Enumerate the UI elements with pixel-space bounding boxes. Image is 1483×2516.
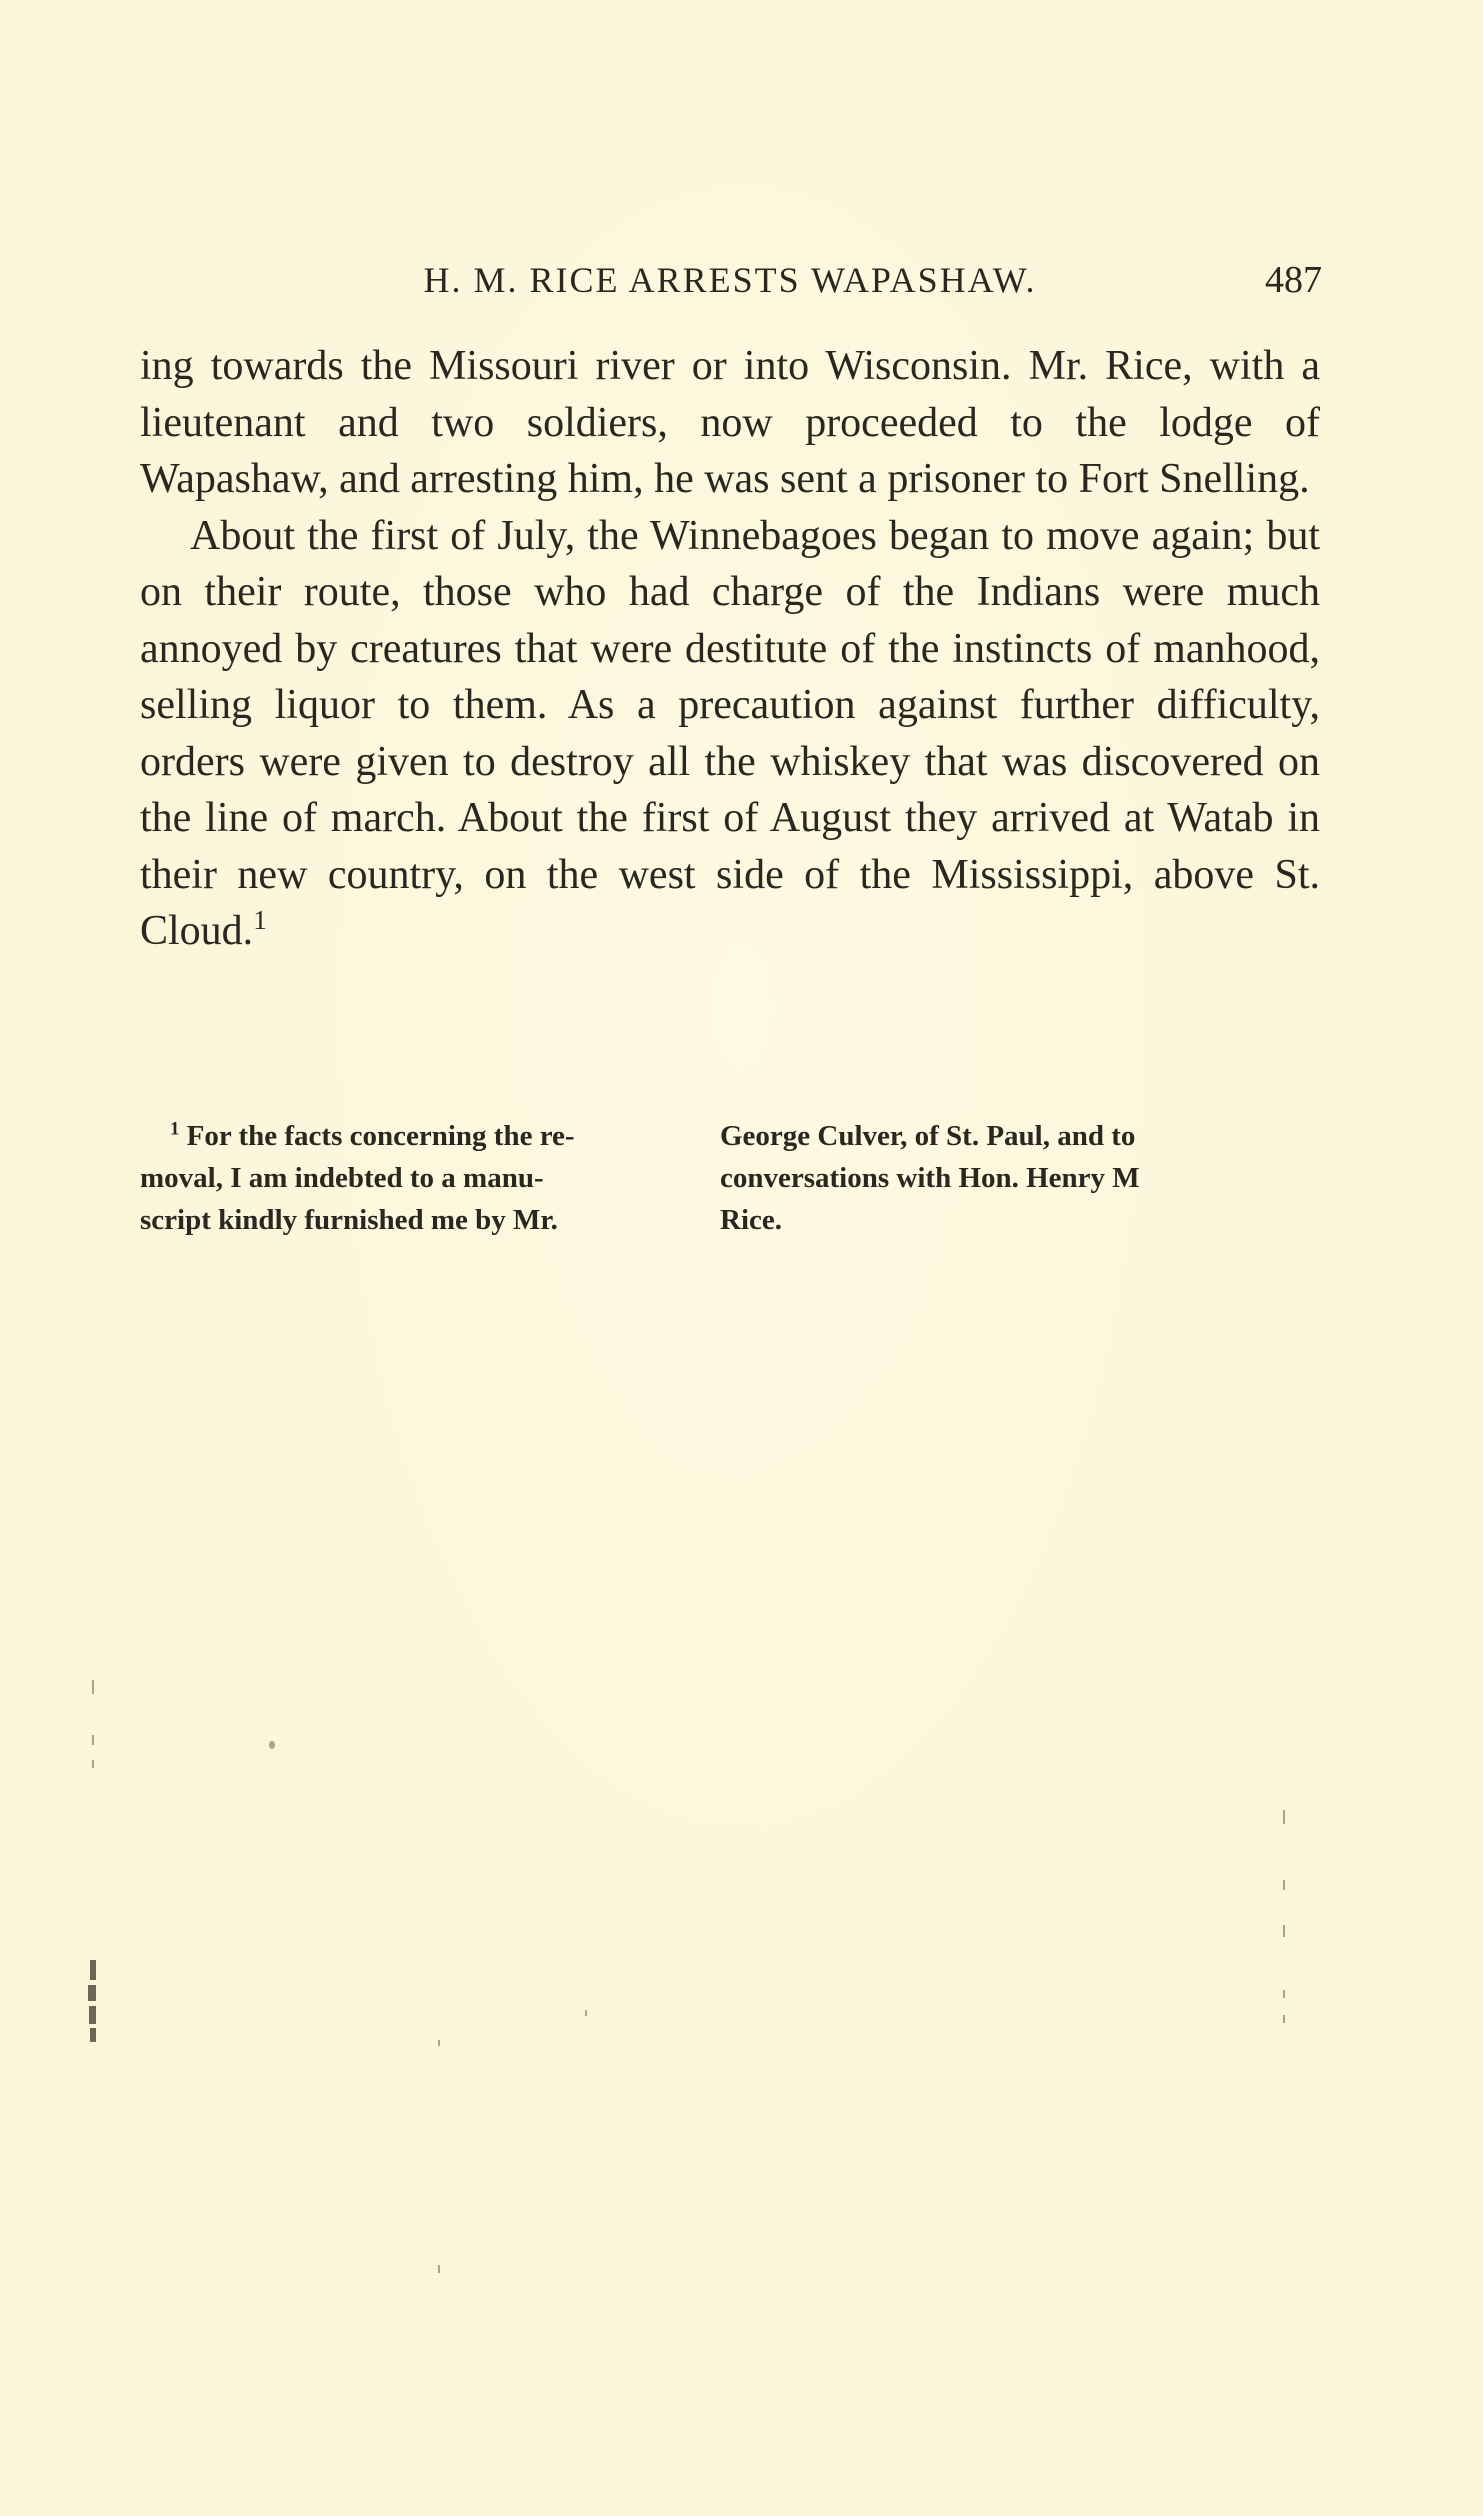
speck bbox=[92, 1680, 94, 1694]
footnote-line-text: For the facts concerning the re- bbox=[186, 1120, 575, 1152]
paragraph-2 bbox=[140, 508, 1320, 960]
paragraph-1: ing towards the Missouri river or into Wisconsin. Mr. Rice, with a lieutenant and two soldiers, now proceeded to the lodge of Wapashaw, and arresting him, he was sent a prisoner to Fort Snelling. bbox=[140, 343, 1320, 502]
speck bbox=[92, 1760, 94, 1768]
speck bbox=[1283, 1880, 1285, 1890]
speck bbox=[88, 1985, 96, 2001]
speck bbox=[1283, 1925, 1285, 1937]
speck bbox=[1283, 2015, 1285, 2023]
footnote-reference: 1 bbox=[253, 905, 267, 935]
paragraph-2-text: About the first of July, the Winnebagoes began to move again; but on their route, those who had charge of the Indians were much annoyed by creatures that were destitute of the instincts of manhood, selling liquor to them. As a precaution against further difficulty, orders were given to destroy all the whiskey that was discovered on the line of march. About the first of August they arrived at Watab in their new country, on the west side of the Mississippi, above St. Cloud. bbox=[140, 512, 1320, 954]
speck bbox=[90, 2028, 96, 2042]
speck bbox=[92, 1735, 94, 1745]
speck bbox=[1283, 1990, 1285, 1998]
body-text bbox=[140, 338, 1320, 960]
footnote-column-left bbox=[140, 1115, 680, 1241]
footnote bbox=[140, 1115, 1260, 1241]
speck bbox=[90, 1960, 96, 1980]
speck bbox=[89, 2006, 96, 2024]
footnote-line: George Culver, of St. Paul, and to bbox=[720, 1120, 1136, 1152]
speck bbox=[438, 2040, 440, 2046]
speck bbox=[1283, 1810, 1285, 1824]
footnote-column-right bbox=[720, 1115, 1260, 1241]
running-head bbox=[140, 255, 1320, 305]
speck bbox=[438, 2265, 440, 2273]
speck bbox=[269, 1741, 275, 1749]
running-title: H. M. RICE ARRESTS WAPASHAW. bbox=[423, 260, 1037, 300]
footnote-line bbox=[140, 1115, 680, 1157]
footnote-line: moval, I am indebted to a manu- bbox=[140, 1162, 544, 1194]
binding-mark bbox=[88, 1960, 96, 2042]
footnote-marker: 1 bbox=[170, 1118, 180, 1140]
speck bbox=[585, 2010, 587, 2016]
page-number: 487 bbox=[1265, 259, 1322, 301]
footnote-line: conversations with Hon. Henry M bbox=[720, 1162, 1140, 1194]
footnote-line: script kindly furnished me by Mr. bbox=[140, 1204, 558, 1236]
footnote-line: Rice. bbox=[720, 1204, 782, 1236]
